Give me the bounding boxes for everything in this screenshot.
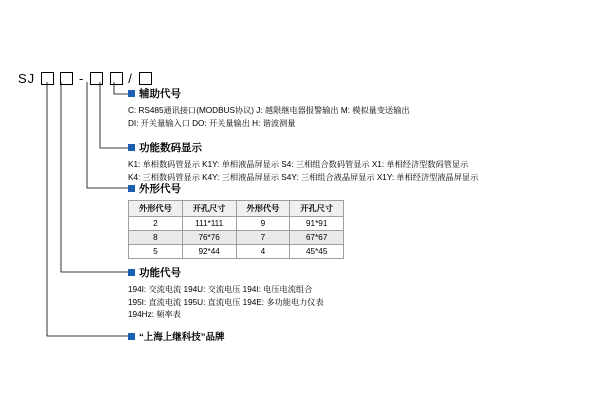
section-function-body bbox=[128, 284, 324, 322]
bullet-icon bbox=[128, 144, 135, 151]
section-display-title-row bbox=[128, 140, 478, 155]
table-cell: 4 bbox=[236, 245, 290, 259]
table-cell: 76*76 bbox=[182, 231, 236, 245]
section-brand bbox=[128, 329, 225, 343]
section-function-line-3: 194Hz: 频率表 bbox=[128, 310, 181, 320]
table-header-cell: 开孔尺寸 bbox=[290, 201, 344, 217]
section-display bbox=[128, 140, 478, 184]
section-aux-title: 辅助代号 bbox=[139, 88, 181, 100]
section-aux bbox=[128, 86, 410, 130]
section-aux-body bbox=[128, 105, 410, 130]
bullet-icon bbox=[128, 185, 135, 192]
code-box-1 bbox=[41, 72, 54, 85]
code-box-2 bbox=[60, 72, 73, 85]
section-brand-title: “上海上继科技”品牌 bbox=[139, 332, 225, 343]
table-cell: 8 bbox=[129, 231, 183, 245]
section-shape-title-row bbox=[128, 181, 344, 196]
section-aux-line-2: DI: 开关量输入口 DO: 开关量输出 H: 谐波测量 bbox=[128, 118, 296, 128]
table-cell: 2 bbox=[129, 217, 183, 231]
section-function-title: 功能代号 bbox=[139, 267, 181, 279]
bullet-icon bbox=[128, 90, 135, 97]
table-cell: 67*67 bbox=[290, 231, 344, 245]
section-display-line-2: K4: 三相数码管显示 K4Y: 三相液晶屏显示 S4Y: 三相组合液晶屏显示 X1Y: 单相经济型液晶屏显示 bbox=[128, 172, 479, 182]
bullet-icon bbox=[128, 333, 135, 340]
table-header-cell: 外形代号 bbox=[129, 201, 183, 217]
table-header-cell: 外形代号 bbox=[236, 201, 290, 217]
table-row bbox=[129, 245, 344, 259]
table-cell: 92*44 bbox=[182, 245, 236, 259]
table-cell: 5 bbox=[129, 245, 183, 259]
shape-dimension-table bbox=[128, 200, 344, 259]
section-function bbox=[128, 265, 324, 322]
model-prefix: SJ bbox=[18, 71, 36, 87]
table-cell: 45*45 bbox=[290, 245, 344, 259]
model-code-line bbox=[18, 70, 153, 86]
table-cell: 9 bbox=[236, 217, 290, 231]
code-box-3 bbox=[90, 72, 103, 85]
section-function-line-1: 194I: 交流电流 194U: 交流电压 194I: 电压电流组合 bbox=[128, 285, 313, 294]
section-aux-line-1: C: RS485通讯接口(MODBUS协议) J: 越限继电器报警输出 M: 模拟量变送输出 bbox=[128, 106, 410, 115]
section-display-title: 功能数码显示 bbox=[139, 142, 202, 154]
code-slash: / bbox=[128, 71, 133, 87]
section-function-title-row bbox=[128, 265, 324, 280]
table-row bbox=[129, 217, 344, 231]
table-header-row bbox=[129, 201, 344, 217]
table-cell: 91*91 bbox=[290, 217, 344, 231]
table-row bbox=[129, 231, 344, 245]
section-shape bbox=[128, 181, 344, 259]
code-dash: - bbox=[79, 71, 85, 87]
section-shape-title: 外形代号 bbox=[139, 183, 181, 195]
table-cell: 7 bbox=[236, 231, 290, 245]
section-brand-title-row bbox=[128, 329, 225, 343]
section-aux-title-row bbox=[128, 86, 410, 101]
table-header-cell: 开孔尺寸 bbox=[182, 201, 236, 217]
section-function-line-2: 195I: 直流电流 195U: 直流电压 194E: 多功能电力仪表 bbox=[128, 297, 324, 307]
section-display-line-1: K1: 单相数码管显示 K1Y: 单相液晶屏显示 S4: 三相组合数码管显示 X1: 单相经济型数码管显示 bbox=[128, 160, 469, 169]
code-box-5 bbox=[139, 72, 152, 85]
code-box-4 bbox=[110, 72, 123, 85]
bullet-icon bbox=[128, 269, 135, 276]
table-cell: 111*111 bbox=[182, 217, 236, 231]
